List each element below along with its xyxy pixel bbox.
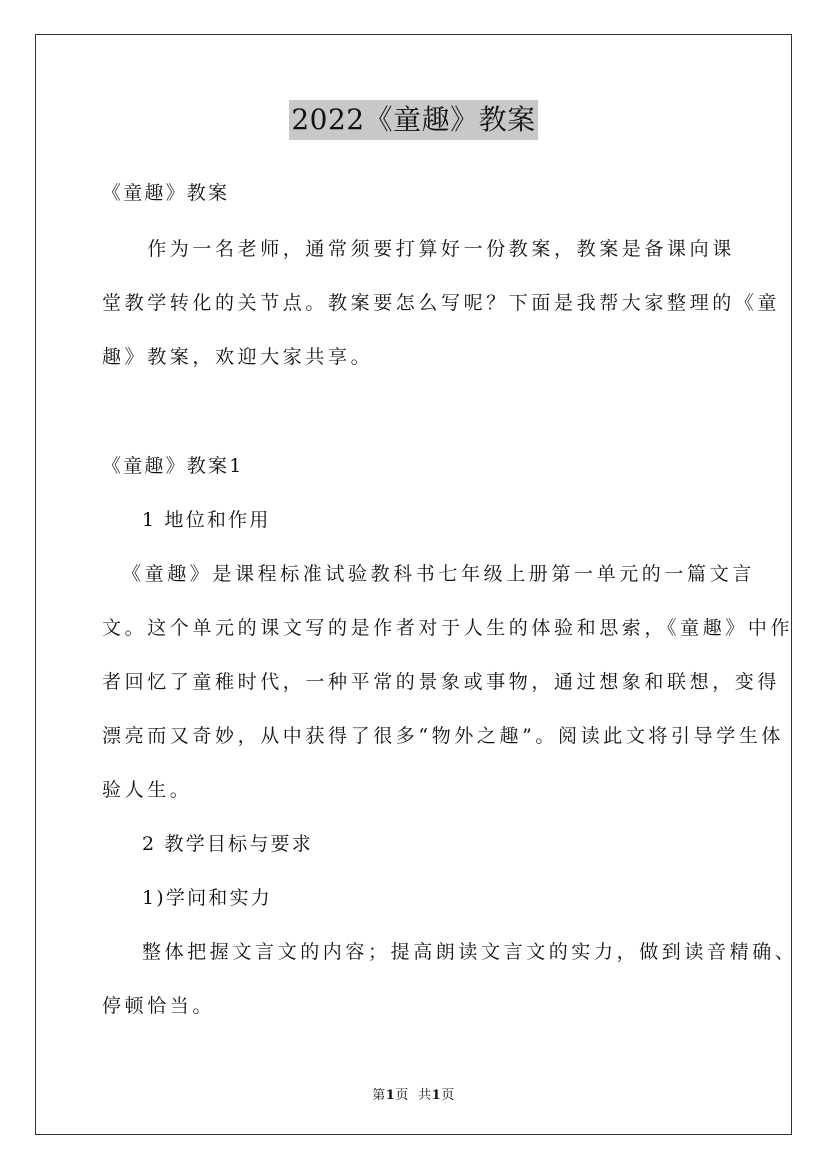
item1-body-line-2: 文。这个单元的课文写的是作者对于人生的体验和思索，《童趣》中作: [102, 617, 794, 639]
item1-body-line-4: 漂亮而又奇妙，从中获得了很多“物外之趣”。阅读此文将引导学生体: [102, 725, 785, 747]
subtitle: 《童趣》教案: [102, 182, 230, 204]
footer-total-prefix: 共: [418, 1088, 432, 1103]
item1-body-line-5: 验人生。: [102, 779, 193, 801]
footer-page-prefix: 第: [372, 1088, 386, 1103]
item2-heading: 2 教学目标与要求: [142, 833, 313, 855]
intro-line-2: 堂教学转化的关节点。教案要怎么写呢？下面是我帮大家整理的《童: [102, 292, 781, 314]
item2-subheading: 1)学问和实力: [142, 887, 272, 909]
footer-page-number: 1: [385, 1088, 396, 1103]
document-title: 2022《童趣》教案: [289, 100, 537, 140]
title-container: [0, 100, 827, 140]
footer-total-suffix: 页: [441, 1088, 455, 1103]
item2-body-line-2: 停顿恰当。: [102, 995, 216, 1017]
item1-body-line-1: 《童趣》是课程标准试验教科书七年级上册第一单元的一篇文言: [122, 563, 755, 585]
item2-body-line-1: 整体把握文言文的内容；提高朗读文言文的实力，做到读音精确、: [142, 941, 798, 963]
footer-page-suffix: 页: [395, 1088, 409, 1103]
section-heading: 《童趣》教案1: [102, 455, 244, 477]
intro-line-3: 趣》教案，欢迎大家共享。: [102, 346, 374, 368]
footer-total-number: 1: [431, 1088, 442, 1103]
item1-body-line-3: 者回忆了童稚时代，一种平常的景象或事物，通过想象和联想，变得: [102, 671, 781, 693]
page-footer: [0, 1084, 827, 1103]
item1-heading: 1 地位和作用: [142, 509, 271, 531]
intro-line-1: 作为一名老师，通常须要打算好一份教案，教案是备课向课: [102, 238, 735, 260]
